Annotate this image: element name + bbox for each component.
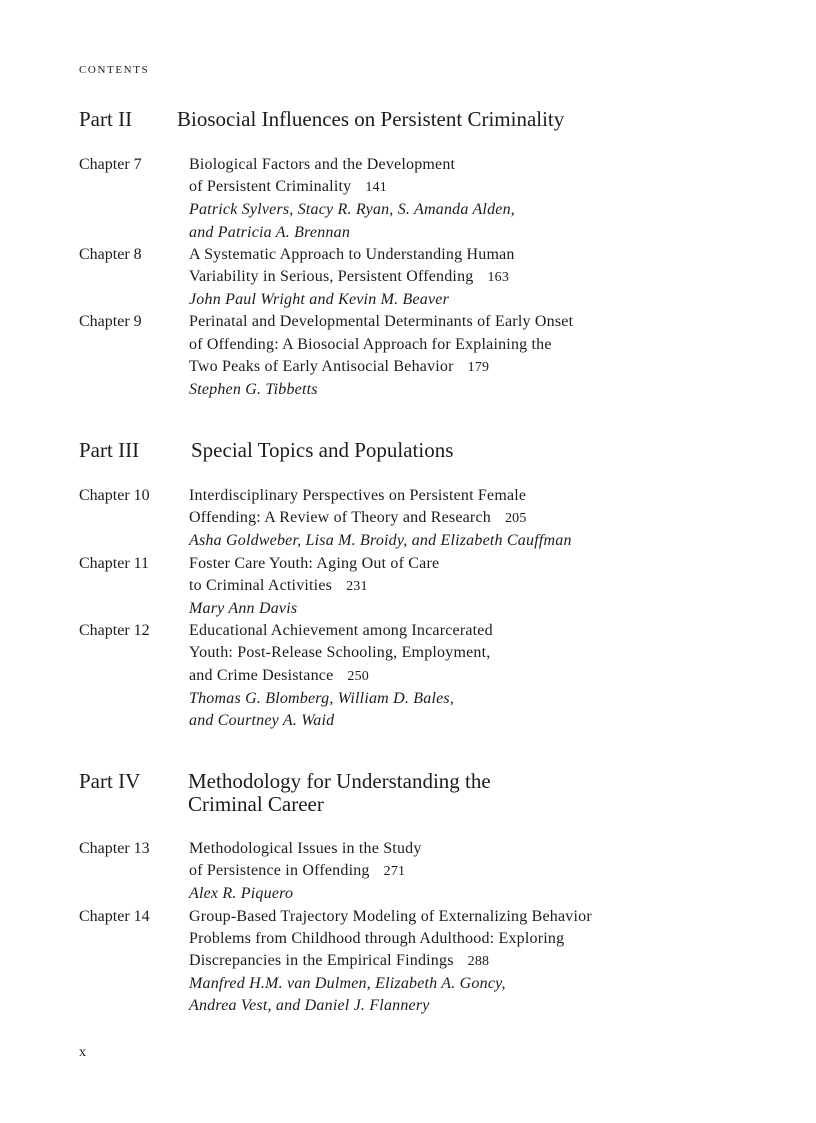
chapter-title-line: of Offending: A Biosocial Approach for Explaining the: [189, 335, 552, 353]
chapter-authors: Asha Goldweber, Lisa M. Broidy, and Elizabeth Cauffman: [189, 532, 572, 550]
chapter-authors: Manfred H.M. van Dulmen, Elizabeth A. Goncy,: [189, 975, 506, 993]
chapter-title-line: Educational Achievement among Incarcerated: [189, 622, 493, 640]
running-head: CONTENTS: [79, 64, 150, 76]
chapter-title-line: Group-Based Trajectory Modeling of Externalizing Behavior: [189, 907, 592, 925]
chapter-label: Chapter 10: [79, 487, 150, 504]
chapter-list: [79, 485, 572, 732]
page-number: 250: [347, 668, 370, 684]
page-number: 271: [383, 864, 406, 880]
chapter-entry[interactable]: [79, 620, 572, 732]
chapter-title-line: Interdisciplinary Perspectives on Persistent Female: [189, 487, 527, 504]
chapter-label: Chapter 7: [79, 156, 142, 173]
chapter-title-line: Two Peaks of Early Antisocial Behavior: [189, 357, 454, 375]
chapter-title-line: Foster Care Youth: Aging Out of Care: [189, 554, 440, 572]
part-title-line: Methodology for Understanding the: [188, 769, 491, 793]
chapter-title-line: and Crime Desistance: [189, 666, 334, 684]
chapter-label: Chapter 13: [79, 840, 150, 857]
chapter-authors: and Patricia A. Brennan: [189, 223, 351, 241]
chapter-label: Chapter 9: [79, 313, 142, 331]
page-number: 231: [346, 578, 368, 594]
page-number: 205: [504, 511, 527, 527]
part-title: Biosocial Influences on Persistent Criminality: [177, 107, 565, 131]
chapter-entry[interactable]: [79, 154, 573, 244]
chapter-entry[interactable]: [79, 311, 573, 401]
chapter-list: [79, 154, 573, 401]
chapter-entry[interactable]: [79, 244, 573, 312]
chapter-authors: Mary Ann Davis: [189, 600, 298, 618]
chapter-entry[interactable]: [79, 485, 572, 553]
chapter-title-line: A Systematic Approach to Understanding Human: [189, 245, 515, 263]
chapter-authors: Alex R. Piquero: [189, 885, 294, 903]
chapter-authors: Thomas G. Blomberg, William D. Bales,: [189, 689, 455, 707]
chapter-label: Chapter 12: [79, 622, 150, 640]
chapter-title-line: of Persistent Criminality: [189, 178, 352, 196]
chapter-authors: Patrick Sylvers, Stacy R. Ryan, S. Amanda Alden,: [189, 201, 515, 219]
page-number: 179: [467, 359, 490, 375]
chapter-title-line: Offending: A Review of Theory and Research: [189, 509, 491, 527]
page-number: 163: [487, 270, 510, 286]
chapter-label: Chapter 14: [79, 907, 150, 925]
part-number: Part III: [79, 438, 140, 462]
chapter-entry[interactable]: [79, 906, 592, 1018]
part-number: Part II: [79, 107, 133, 131]
part-title: [188, 770, 491, 816]
chapter-entry[interactable]: [79, 553, 572, 621]
chapter-entry[interactable]: [79, 838, 592, 906]
chapter-authors: Stephen G. Tibbetts: [189, 381, 318, 399]
chapter-list: [79, 838, 592, 1018]
chapter-authors: and Courtney A. Waid: [189, 712, 335, 730]
page-folio: x: [79, 1045, 86, 1060]
chapter-title-line: Biological Factors and the Development: [189, 156, 456, 173]
chapter-title-line: Variability in Serious, Persistent Offending: [189, 268, 474, 286]
page-number: 288: [467, 954, 490, 970]
chapter-title-line: Discrepancies in the Empirical Findings: [189, 952, 454, 970]
chapter-label: Chapter 8: [79, 245, 142, 263]
chapter-label: Chapter 11: [79, 554, 150, 572]
chapter-title-line: to Criminal Activities: [189, 576, 333, 594]
chapter-title-line: Methodological Issues in the Study: [189, 840, 422, 857]
chapter-title-line: of Persistence in Offending: [189, 862, 370, 880]
chapter-authors: John Paul Wright and Kevin M. Beaver: [189, 291, 450, 309]
part-title-line: Criminal Career: [188, 792, 324, 816]
chapter-title-line: Perinatal and Developmental Determinants of Early Onset: [189, 313, 574, 331]
part-number: Part IV: [79, 769, 141, 793]
chapter-title-line: Youth: Post-Release Schooling, Employment,: [189, 644, 491, 662]
part-title: Special Topics and Populations: [191, 438, 454, 462]
chapter-title-line: Problems from Childhood through Adulthood: Exploring: [189, 929, 565, 947]
page-number: 141: [365, 180, 387, 196]
chapter-authors: Andrea Vest, and Daniel J. Flannery: [189, 997, 430, 1015]
